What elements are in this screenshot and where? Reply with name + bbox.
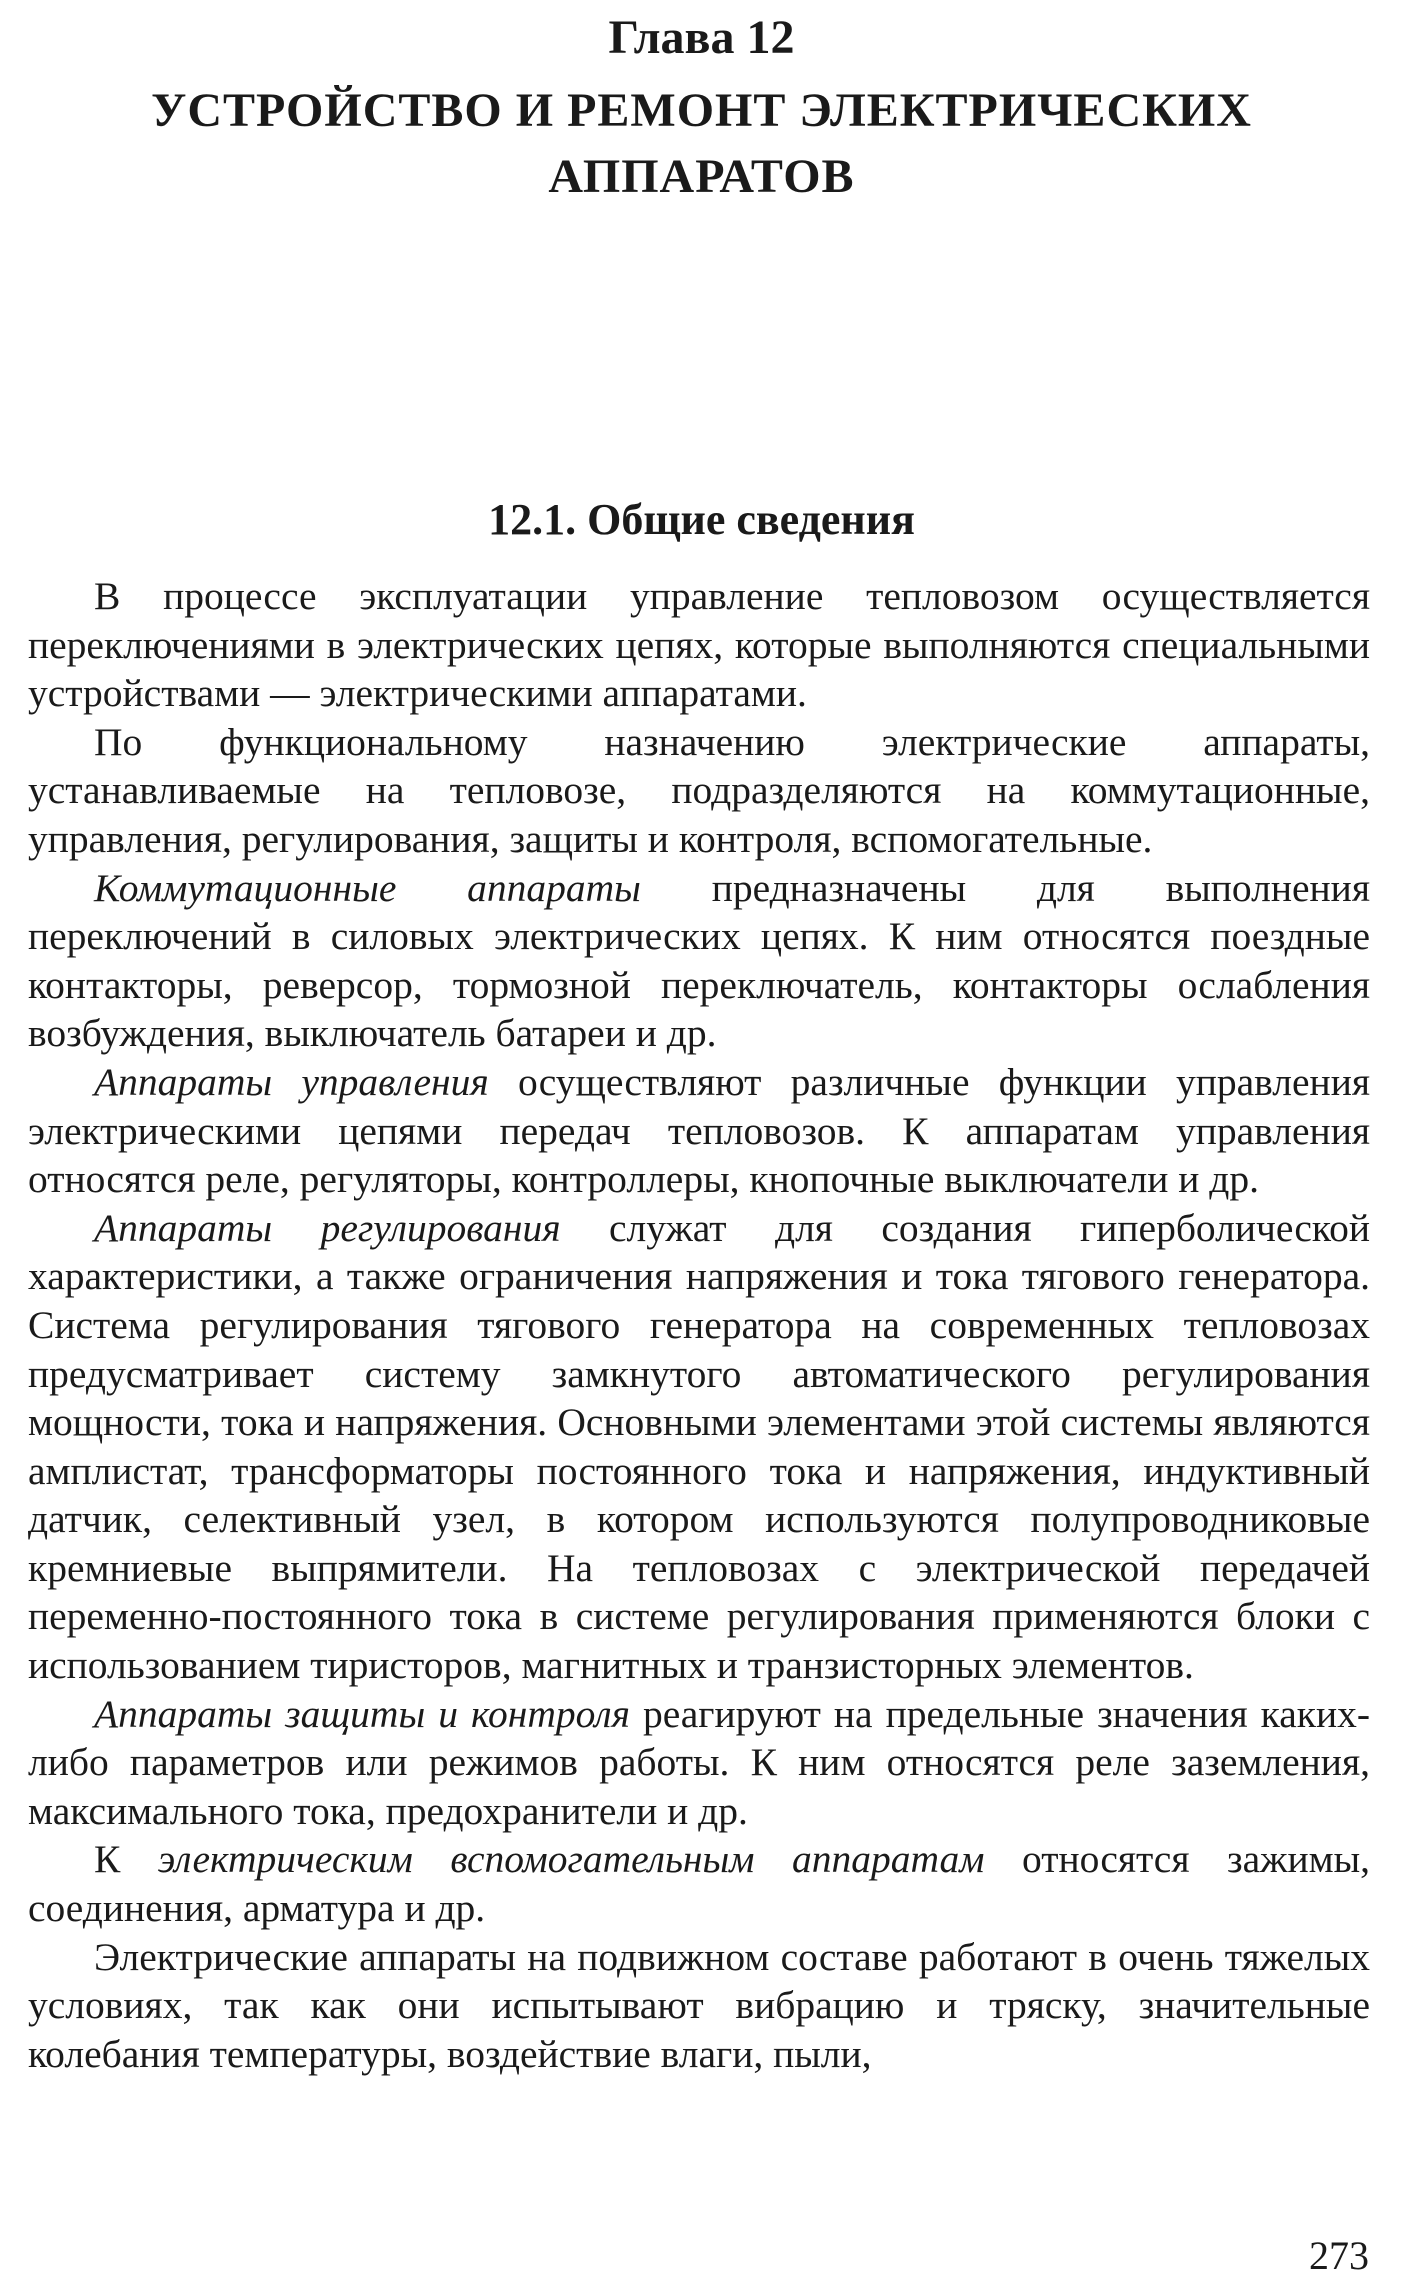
paragraph-lead-term: Аппараты регулирования: [94, 1205, 561, 1250]
paragraph: [28, 864, 1370, 1058]
paragraph-text: В процессе эксплуатации управление тепловозом осуществляется переключениями в электрических цепях, которые выполняются специальными устройствами — электрическими аппаратами.: [28, 574, 1370, 716]
chapter-title-line-2: АППАРАТОВ: [548, 150, 855, 203]
paragraph-lead-term: Аппараты защиты и контроля: [94, 1691, 630, 1736]
body-text: [28, 572, 1370, 2078]
paragraph: [28, 718, 1370, 864]
section-title: 12.1. Общие сведения: [488, 495, 915, 544]
chapter-title: [60, 78, 1343, 210]
paragraph-text: реагируют на предельные значения каких-либо параметров или режимов работы. К ним относятся реле заземления, максимального тока, предохранители и др.: [28, 1691, 1370, 1833]
paragraph: [28, 1933, 1370, 2079]
paragraph: [28, 1058, 1370, 1204]
paragraph-lead-term: Аппараты управления: [94, 1059, 489, 1104]
paragraph: [28, 1835, 1370, 1932]
paragraph-lead-term: электрическим вспомогательным аппаратам: [157, 1837, 985, 1882]
paragraph-text: Электрические аппараты на подвижном составе работают в очень тяжелых условиях, так как они испытывают вибрацию и тряску, значительные колебания температуры, воздействие влаги, пыли,: [28, 1934, 1370, 2076]
paragraph-text: осуществляют различные функции управления электрическими цепями передач тепловозов. К аппаратам управления относятся реле, регуляторы, контроллеры, кнопочные выключатели и др.: [28, 1059, 1370, 1202]
paragraph-text: По функциональному назначению электрические аппараты, устанавливаемые на тепловозе, подразделяются на коммутационные, управления, регулирования, защиты и контроля, вспомогательные.: [28, 719, 1370, 861]
chapter-title-line-1: УСТРОЙСТВО И РЕМОНТ ЭЛЕКТРИЧЕСКИХ: [151, 84, 1252, 137]
chapter-label: Глава 12: [608, 11, 795, 64]
paragraph-lead-term: Коммутационные аппараты: [94, 865, 641, 910]
paragraph-text: предназначены для выполнения переключений в силовых электрических цепях. К ним относятся поездные контакторы, реверсор, тормозной переключатель, контакторы ослабления возбуждения, выключатель батареи и др.: [28, 865, 1370, 1056]
paragraph: [28, 1204, 1370, 1690]
paragraph-prefix: К: [94, 1837, 158, 1882]
paragraph: [28, 1690, 1370, 1836]
paragraph-text: относятся зажимы, соединения, арматура и др.: [28, 1837, 1370, 1931]
paragraph-text: служат для создания гиперболической характеристики, а также ограничения напряжения и тока тягового генератора. Система регулирования тягового генератора на современных тепловозах предусматривает систему замкнутого автоматического регулирования мощности, тока и напряжения. Основными элементами этой системы являются амплистат, трансформаторы постоянного тока и напряжения, индуктивный датчик, селективный узел, в котором используются полупроводниковые кремниевые выпрямители. На тепловозах с электрической передачей переменно-постоянного тока в системе регулирования применяются блоки с использованием тиристоров, магнитных и транзисторных элементов.: [28, 1205, 1370, 1688]
page-number: 273: [1309, 2233, 1369, 2278]
paragraph: [28, 572, 1370, 718]
